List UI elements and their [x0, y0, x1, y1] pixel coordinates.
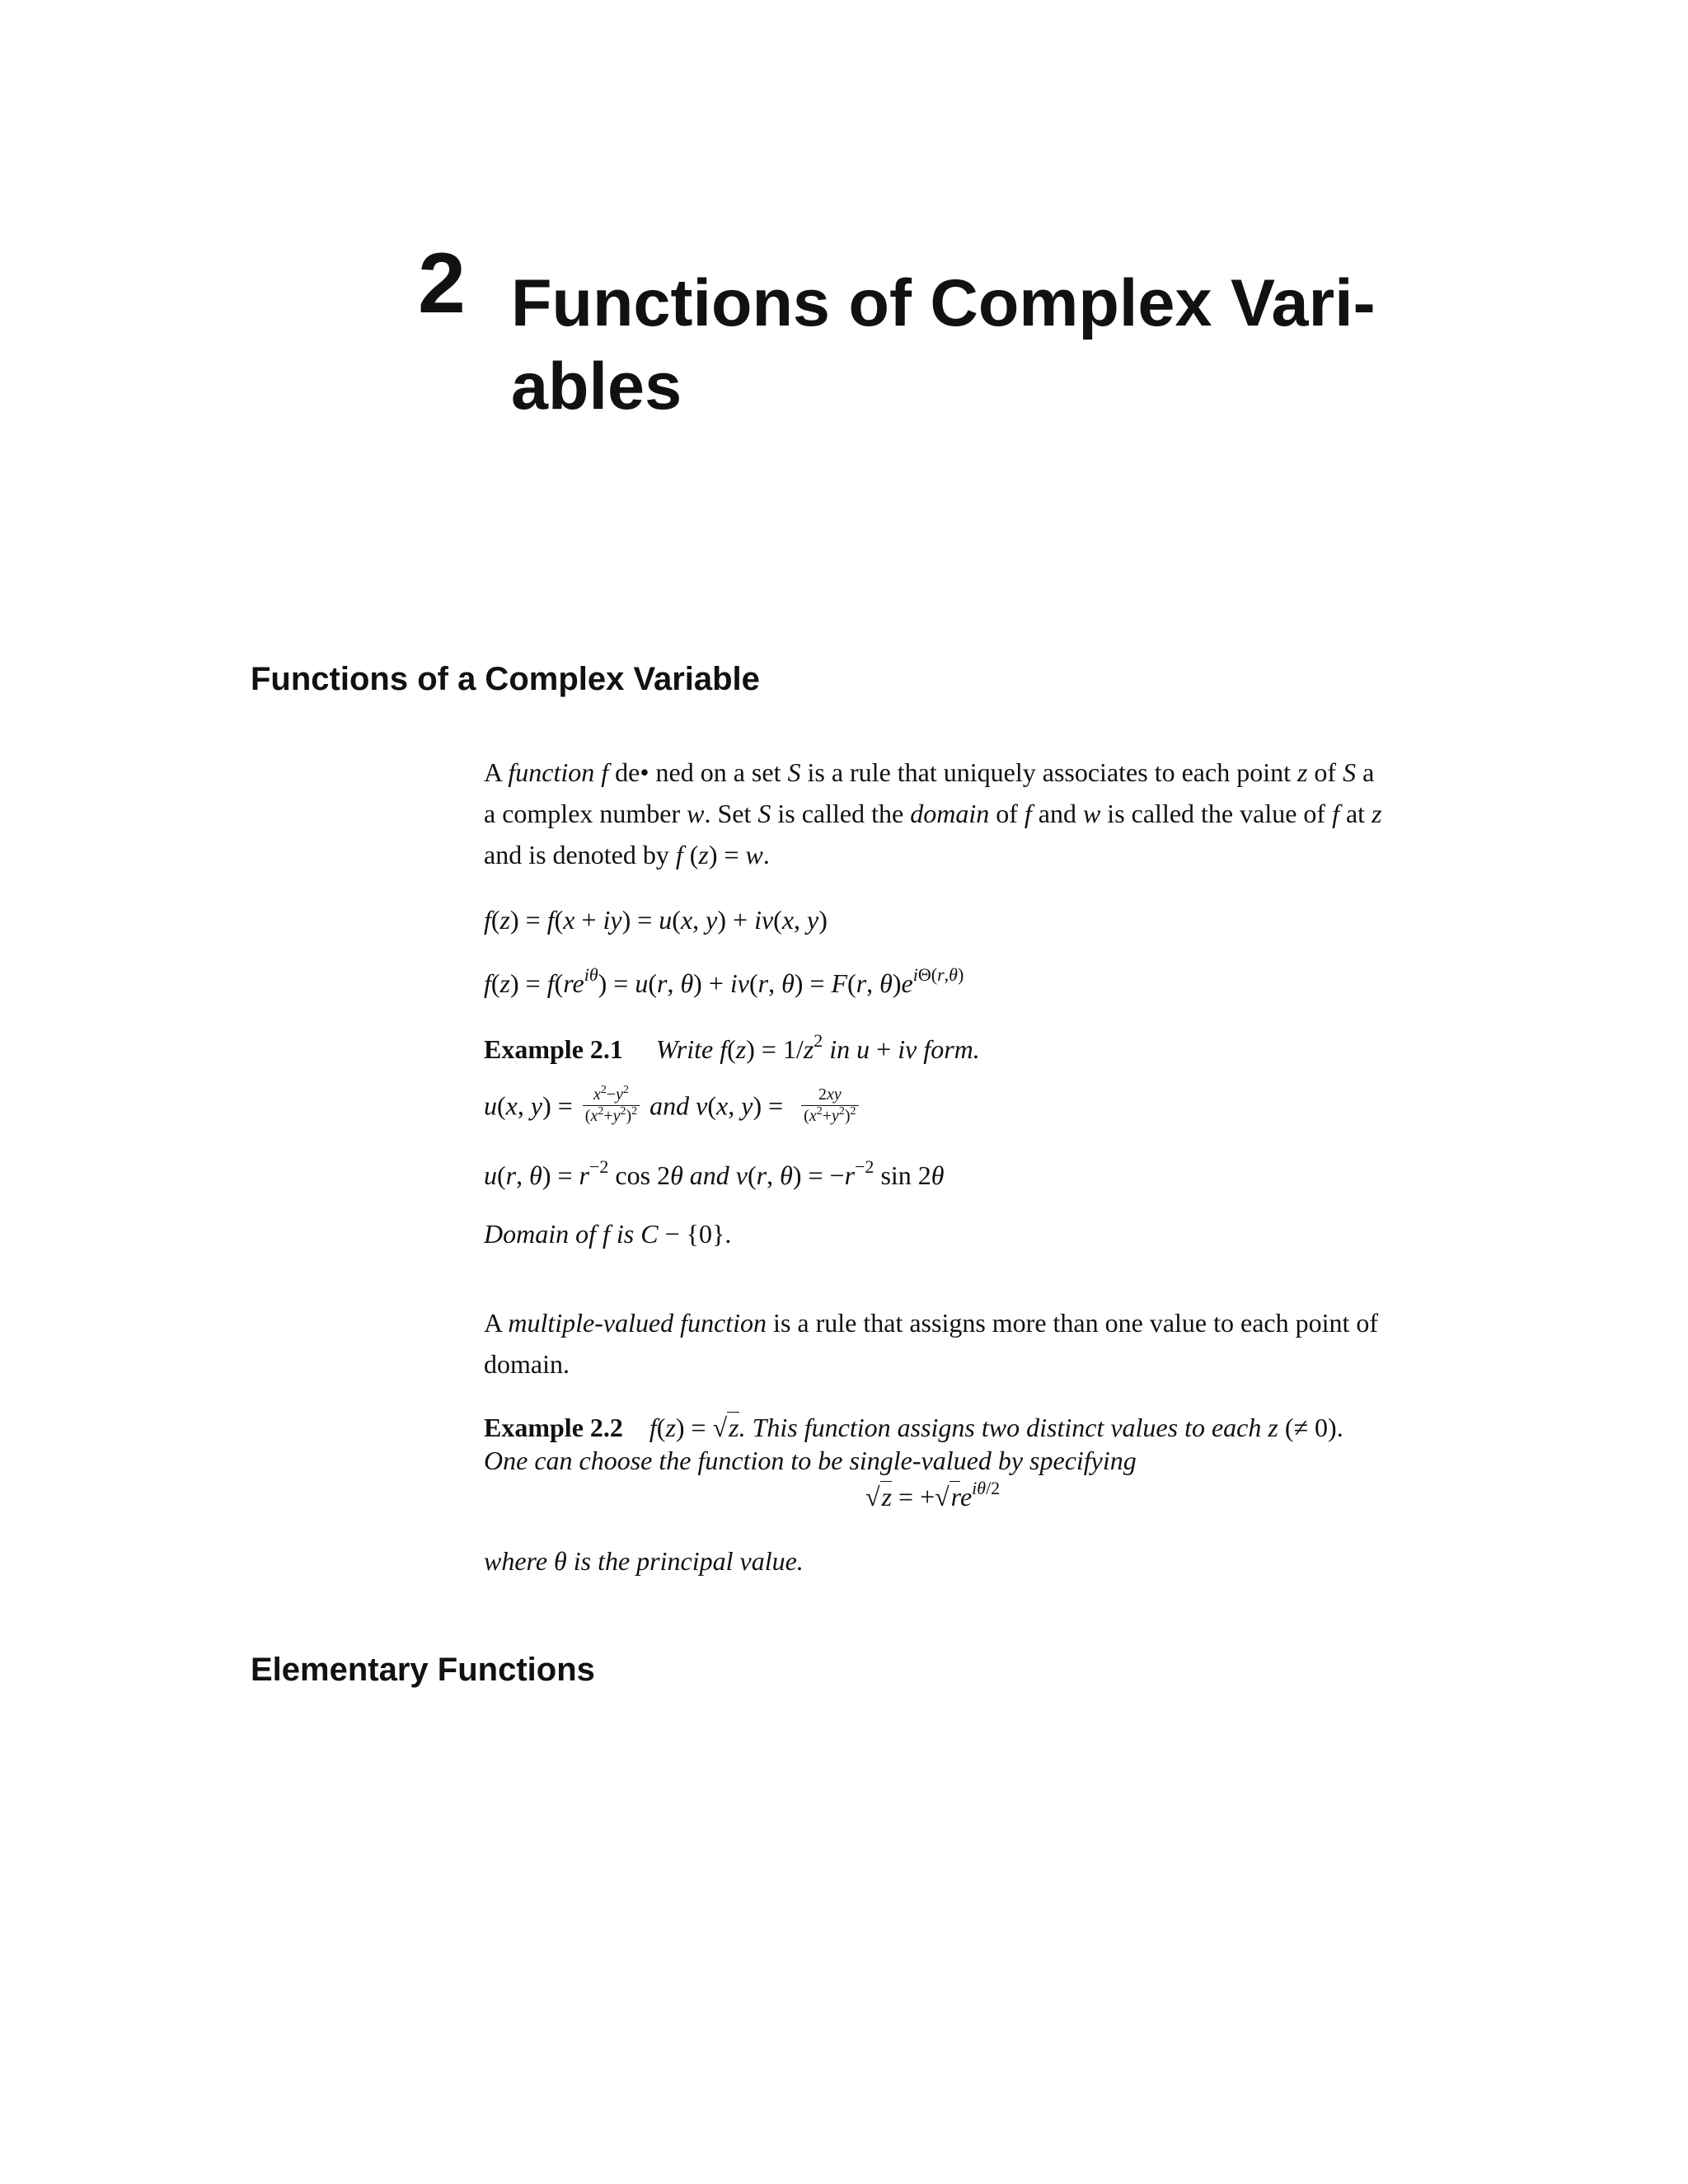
text: form. [923, 1034, 980, 1064]
text: is called the value of [1107, 799, 1326, 828]
term-domain: domain [910, 799, 990, 828]
principal-value-note: where θ is the principal value. [484, 1546, 804, 1576]
equation-principal-sqrt: $√z = +√re^{i\theta/2}$ [865, 1478, 1001, 1511]
text: de• ned on a set [615, 757, 781, 787]
example-2-1-label: Example 2.1 [484, 1034, 623, 1064]
domain-statement: Domain of f is C − {0}. [484, 1219, 732, 1249]
text: in [829, 1034, 851, 1064]
term-function: function [508, 757, 595, 787]
example-2-2-label: Example 2.2 [484, 1413, 623, 1442]
text: and [649, 1090, 690, 1121]
text: A [484, 757, 502, 787]
text: is [616, 1219, 635, 1249]
text: is a rule that uniquely associates to each point [807, 757, 1291, 787]
text: and [1038, 799, 1076, 828]
text: domain. [484, 1349, 570, 1379]
text: and is denoted by [484, 840, 669, 869]
chapter-number: 2 [418, 236, 466, 331]
equation-u-v-polar: u(r, $\theta) = r^{-2}$ cos 2θ and v(r, $\theta) = -r^{-2}$ sin 2θ [484, 1156, 945, 1190]
multiple-valued-paragraph [484, 1302, 1436, 1385]
text: where [484, 1546, 548, 1576]
chapter-title-line-2: ables [511, 349, 682, 424]
text: Domain of [484, 1219, 596, 1249]
example-2-2: Example 2.2 f(z) = √z. This function assigns two distinct values to each z (≠ 0). [484, 1413, 1343, 1442]
text: a complex number [484, 799, 681, 828]
text: . Set [704, 799, 752, 828]
equation-polar-form: $f(z) = f(re^{i\theta}) = u(r$, θ) + iv(r, θ) = F(r, $\theta)e^{i\Theta(r,\theta)}$ [484, 964, 964, 998]
example-2-1: Example 2.1 Write $f(z) = 1/z^2$ in u + iv form. [484, 1030, 980, 1064]
text: a [1362, 757, 1375, 787]
text: . This function assigns two distinct values to each [738, 1413, 1262, 1442]
text: A [484, 1308, 502, 1338]
chapter-title-line-1: Functions of Complex Vari- [511, 266, 1376, 340]
equation-cartesian-form: f(z) = f(x + iy) = u(x, y) + iv(x, y) [484, 905, 828, 935]
text: is the principal value. [573, 1546, 804, 1576]
equation-u-v-cartesian: u(x, y) = $\frac{x^2-y^2}{(x^2+y^2)^2}$ and v(x, y) = $\frac{2xy}{(x^2+y^2)^2}$ [484, 1086, 862, 1125]
example-2-2-line-2: One can choose the function to be single-valued by specifying [484, 1446, 1137, 1475]
section-title-elementary-functions: Elementary Functions [251, 1652, 595, 1688]
text: is a rule that assigns more than one value to each point of [773, 1308, 1379, 1338]
chapter-title [511, 262, 1376, 429]
text: at [1345, 799, 1366, 828]
text: of [996, 799, 1018, 828]
text: is called the [777, 799, 904, 828]
section-title-functions-of-complex-variable: Functions of a Complex Variable [251, 661, 760, 697]
text: of [1314, 757, 1337, 787]
text: Write [655, 1034, 714, 1064]
definition-paragraph: A function f de• ned on a set S is a rule that uniquely associates to each point z of S a a complex number w. Set S is called the domain of f and w is called the value of f at z and is denoted by f (z) = w. [484, 757, 1382, 869]
equation-f-z-equals-w: f (z) = w. [675, 840, 770, 869]
text: and [689, 1160, 729, 1190]
term-multiple-valued-function: multiple-valued function [508, 1308, 767, 1338]
